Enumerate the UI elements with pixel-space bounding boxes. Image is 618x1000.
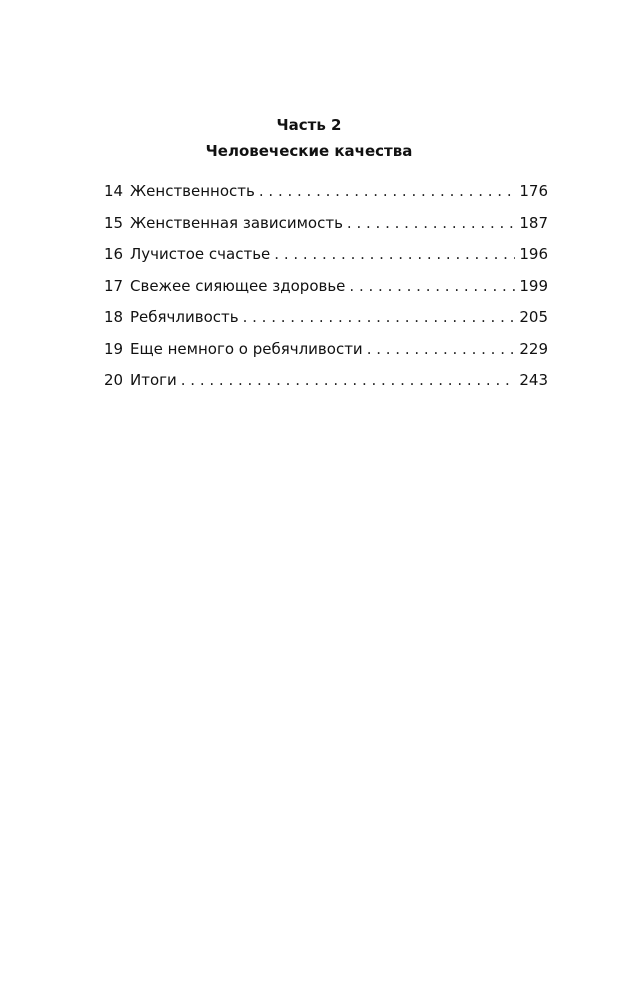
toc-entry <box>104 208 548 240</box>
page-number: 176 <box>519 182 548 200</box>
chapter-title: Женственная зависимость <box>130 213 343 232</box>
chapter-title: Женственность <box>130 182 255 200</box>
toc-entry <box>104 334 548 366</box>
table-of-contents <box>104 176 548 397</box>
chapter-title: Еще немного о ребячливости <box>130 339 363 358</box>
chapter-title: Свежее сияющее здоровье <box>130 276 346 295</box>
dot-leader <box>367 334 516 366</box>
dot-leader <box>181 365 516 397</box>
chapter-number: 15 <box>104 213 124 232</box>
dot-leader <box>347 208 515 240</box>
chapter-number: 19 <box>104 339 124 358</box>
dot-leader <box>349 271 515 303</box>
toc-entry <box>104 302 548 334</box>
page-number: 205 <box>519 308 548 326</box>
dot-leader <box>259 176 515 208</box>
dot-leader <box>274 239 515 271</box>
toc-entry <box>104 239 548 271</box>
dot-leader <box>243 302 516 334</box>
part-title: Человеческие качества <box>205 142 413 160</box>
page-number: 243 <box>519 371 548 389</box>
toc-entry <box>104 176 548 208</box>
chapter-title: Итоги <box>130 371 177 389</box>
toc-entry <box>104 365 548 397</box>
chapter-number: 14 <box>104 182 124 200</box>
chapter-number: 18 <box>104 308 124 326</box>
part-number: Часть 2 <box>276 116 342 134</box>
chapter-number: 16 <box>104 245 124 263</box>
chapter-title: Лучистое счастье <box>130 245 271 263</box>
page-number: 196 <box>519 245 548 263</box>
chapter-number: 17 <box>104 276 124 295</box>
chapter-number: 20 <box>104 371 124 389</box>
part-header <box>0 112 618 164</box>
page-number: 187 <box>519 213 548 232</box>
chapter-title: Ребячливость <box>130 308 239 326</box>
page-number: 199 <box>519 276 548 295</box>
toc-entry <box>104 271 548 303</box>
page-number: 229 <box>519 339 548 358</box>
